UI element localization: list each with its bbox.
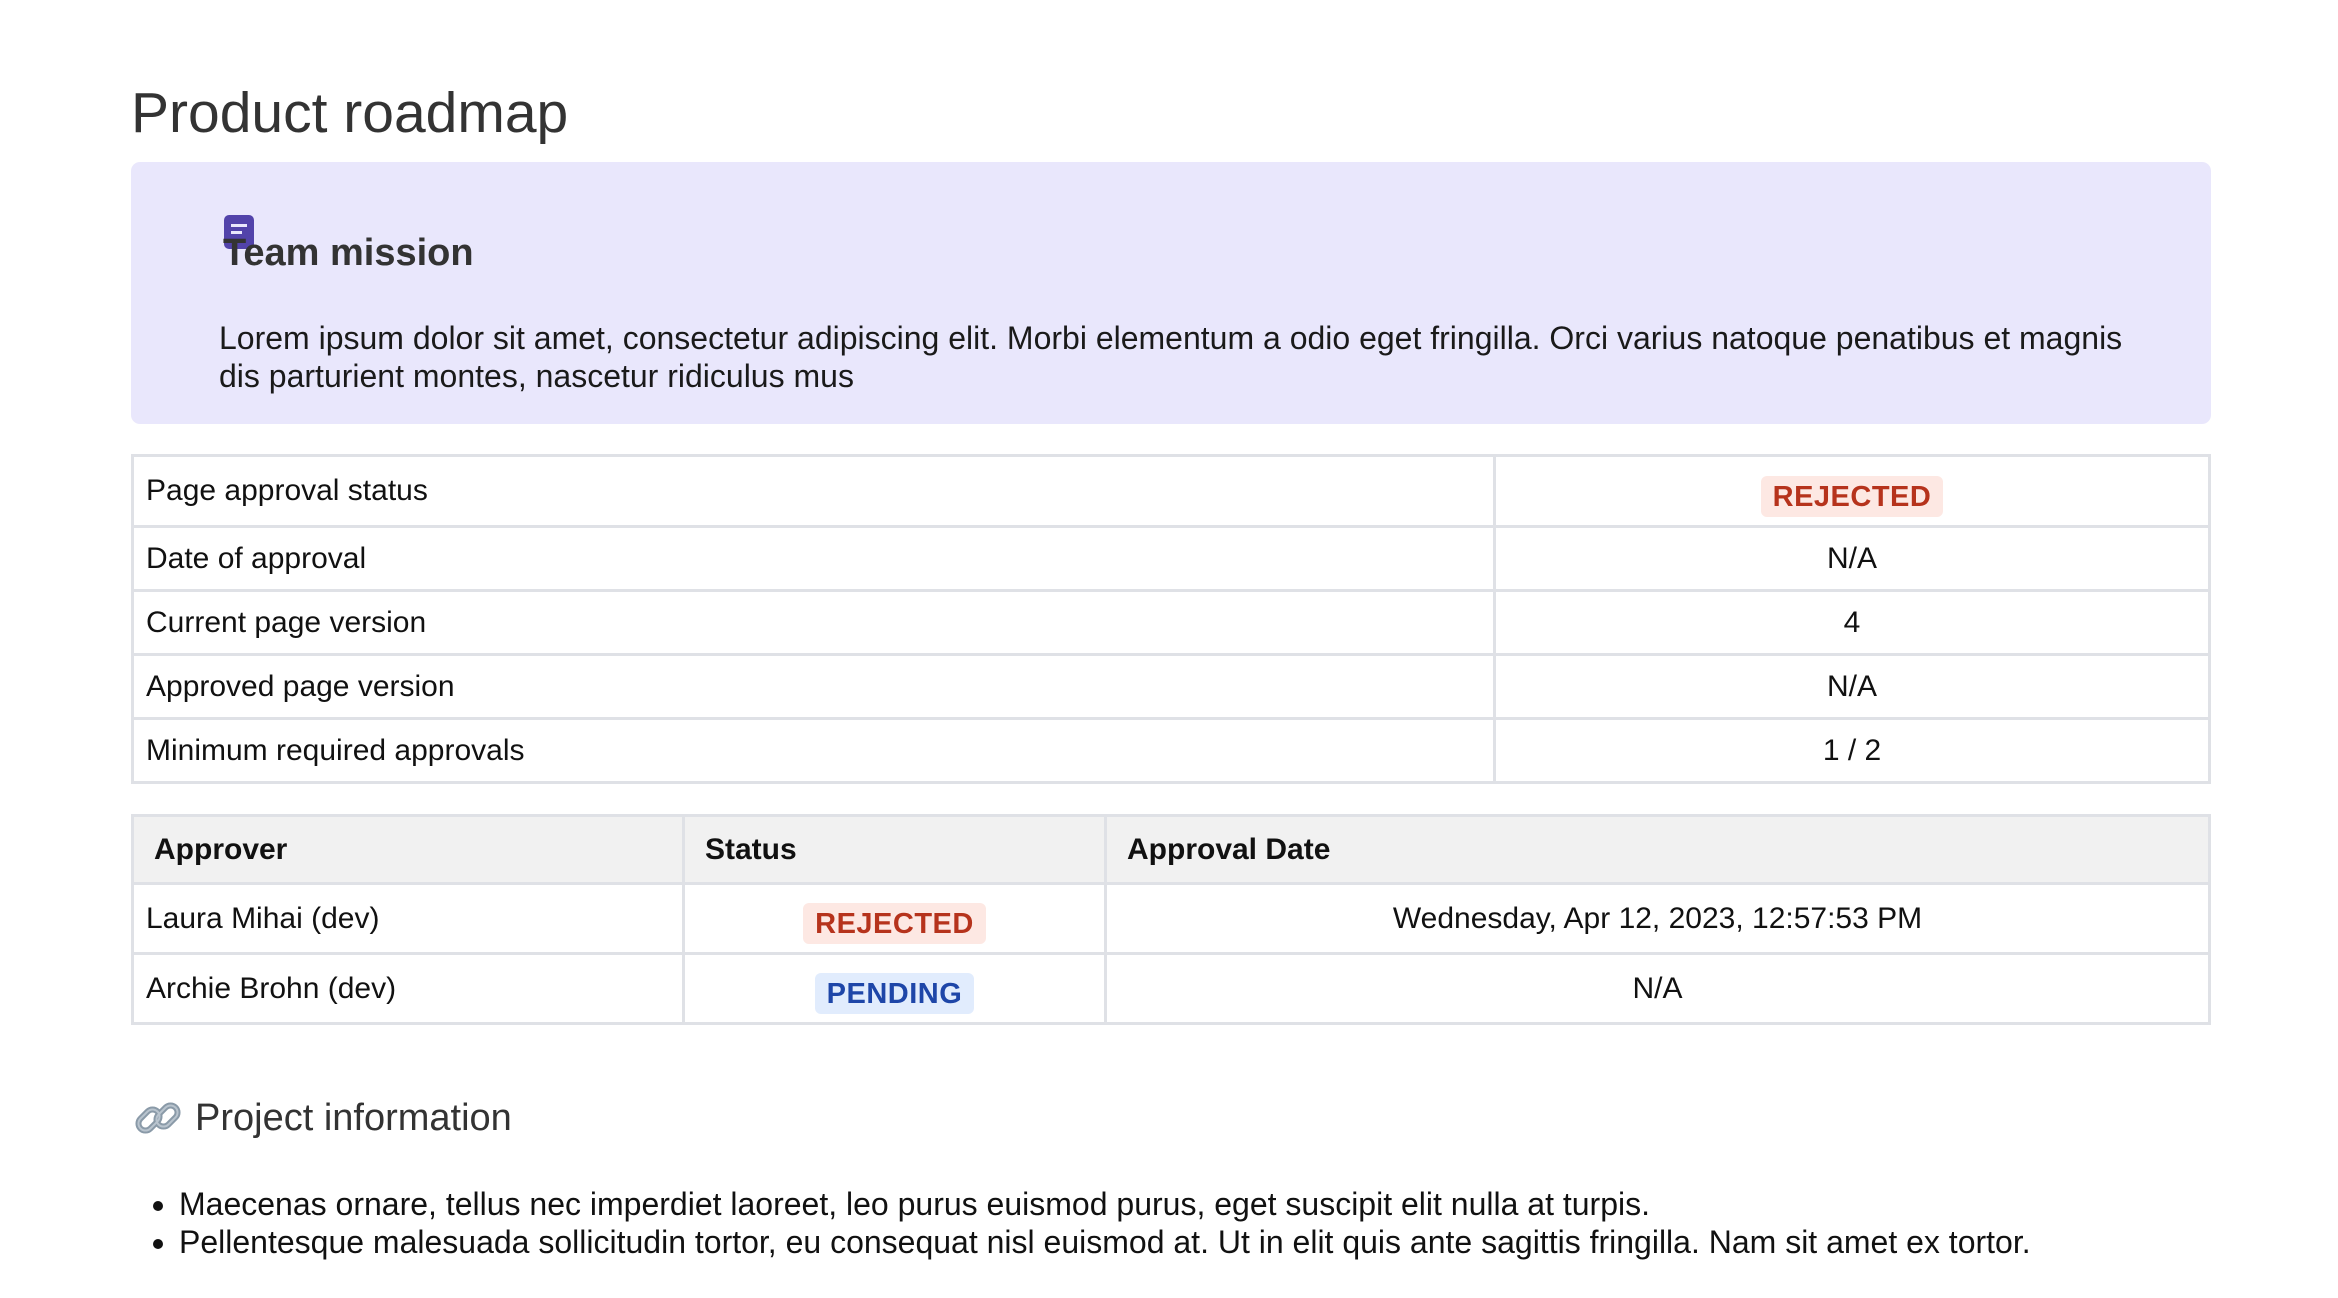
- page-content: [131, 78, 2211, 1261]
- list-item: • Maecenas ornare, tellus nec imperdiet laoreet, leo purus euismod purus, eget suscipit elit nulla at turpis.: [179, 1185, 2211, 1223]
- property-label: Page approval status: [133, 456, 1495, 527]
- status-badge: REJECTED: [803, 903, 986, 944]
- list-item: • Pellentesque malesuada sollicitudin tortor, eu consequat nisl euismod at. Ut in elit quis ante sagittis fringilla. Nam sit amet ex tortor.: [179, 1223, 2211, 1261]
- project-information-list: [131, 1185, 2211, 1261]
- approver-status-cell: [684, 954, 1106, 1024]
- property-value: 4: [1495, 591, 2210, 655]
- table-row: [133, 655, 2210, 719]
- property-value: N/A: [1495, 527, 2210, 591]
- table-row: [133, 954, 2210, 1024]
- property-value: N/A: [1495, 655, 2210, 719]
- property-label: Date of approval: [133, 527, 1495, 591]
- panel-heading: Team mission: [223, 232, 474, 274]
- table-row: [133, 719, 2210, 783]
- table-header-row: [133, 816, 2210, 884]
- table-row: [133, 884, 2210, 954]
- approval-date: N/A: [1106, 954, 2210, 1024]
- page-title: Product roadmap: [131, 81, 569, 145]
- panel-body-text: Lorem ipsum dolor sit amet, consectetur adipiscing elit. Morbi elementum a odio eget fringilla. Orci varius natoque penatibus et magnis dis parturient montes, nascetur ridiculus mus: [219, 320, 2123, 394]
- approver-name: Archie Brohn (dev): [133, 954, 684, 1024]
- table-row: [133, 591, 2210, 655]
- property-value: [1495, 456, 2210, 527]
- link-icon: [133, 1093, 183, 1143]
- project-information-heading: [131, 1087, 2211, 1147]
- column-header-approval-date: Approval Date: [1106, 816, 2210, 884]
- approver-name: Laura Mihai (dev): [133, 884, 684, 954]
- property-label: Approved page version: [133, 655, 1495, 719]
- team-mission-panel: [131, 162, 2211, 424]
- status-badge: REJECTED: [1761, 476, 1944, 517]
- section-title: Project information: [195, 1097, 512, 1139]
- approval-properties-table: [131, 454, 2211, 784]
- property-label: Minimum required approvals: [133, 719, 1495, 783]
- table-row: [133, 527, 2210, 591]
- property-label: Current page version: [133, 591, 1495, 655]
- status-badge: PENDING: [815, 973, 975, 1014]
- column-header-approver: Approver: [133, 816, 684, 884]
- table-row: [133, 456, 2210, 527]
- approval-date: Wednesday, Apr 12, 2023, 12:57:53 PM: [1106, 884, 2210, 954]
- column-header-status: Status: [684, 816, 1106, 884]
- approver-status-cell: [684, 884, 1106, 954]
- property-value: 1 / 2: [1495, 719, 2210, 783]
- approvers-table: [131, 814, 2211, 1025]
